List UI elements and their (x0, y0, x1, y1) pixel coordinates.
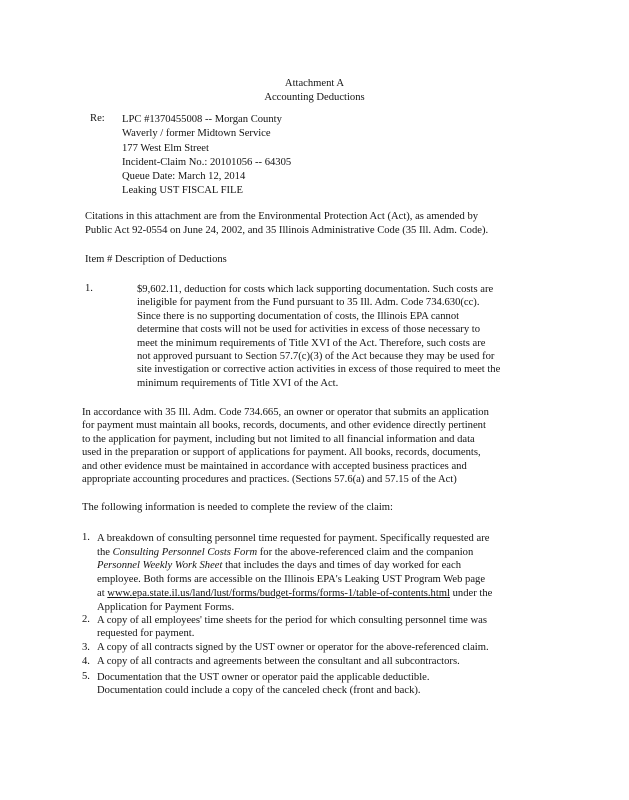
personnel-weekly-work-sheet: Personnel Weekly Work Sheet (97, 560, 223, 572)
list-item-2-line-1: A copy of all employees' time sheets for the period for which consulting personnel time was (97, 615, 487, 626)
deduction-item-number: 1. (85, 283, 93, 294)
text-run: for the above-referenced claim and the companion (257, 546, 474, 558)
list-item-1-line-2 (97, 546, 492, 560)
list-item-4-number: 4. (82, 656, 90, 667)
accordance-line: to the application for payment, including but not limited to all financial information and data (82, 433, 475, 445)
accordance-line: and other evidence must be maintained in accordance with accepted business practices and (82, 460, 467, 472)
deduction-item-text (137, 283, 500, 390)
deduction-line: not approved pursuant to Section 57.7(c)(3) of the Act because they may be used for (137, 351, 495, 363)
re-block (122, 113, 291, 199)
list-item-3-number: 3. (82, 642, 90, 653)
list-item-1-line-6: Application for Payment Forms. (97, 601, 235, 613)
re-line-queue-date: Queue Date: March 12, 2014 (122, 171, 246, 183)
list-item-5 (97, 671, 430, 698)
deduction-line: Since there is no supporting documentation of costs, the Illinois EPA cannot (137, 310, 460, 322)
list-item-5-number: 5. (82, 671, 90, 682)
text-run: the (97, 546, 113, 558)
re-line-incident: Incident-Claim No.: 20101056 -- 64305 (122, 156, 292, 168)
deduction-line: minimum requirements of Title XVI of the Act. (137, 377, 339, 389)
accordance-line: appropriate accounting procedures and practices. (Sections 57.6(a) and 57.15 of the Act) (82, 474, 457, 486)
list-item-5-line-2: Documentation could include a copy of the canceled check (front and back). (97, 685, 421, 697)
consulting-personnel-costs-form: Consulting Personnel Costs Form (112, 546, 258, 558)
deduction-line: $9,602.11, deduction for costs which lack supporting documentation. Such costs are (137, 284, 494, 295)
list-item-3: A copy of all contracts signed by the UST owner or operator for the above-referenced claim. (97, 642, 489, 653)
accordance-line: for payment must maintain all books, records, documents, and other evidence directly pertinent (82, 420, 486, 432)
list-item-2 (97, 614, 487, 641)
deduction-line: meet the minimum requirements of Title XVI of the Act. Therefore, such costs are (137, 337, 486, 349)
accordance-paragraph (82, 406, 489, 486)
list-item-1-line-4: employee. Both forms are accessible on the Illinois EPA's Leaking UST Program Web page (97, 574, 486, 586)
text-run: at (97, 587, 108, 599)
citations-line-2: Public Act 92-0554 on June 24, 2002, and 35 Illinois Administrative Code (35 Ill. Adm. Code). (85, 224, 489, 236)
text-run: that includes the days and times of day worked for each (222, 560, 461, 572)
re-line-lpc: LPC #1370455008 -- Morgan County (122, 114, 282, 125)
citations-line-1: Citations in this attachment are from the Environmental Protection Act (Act), as amended by (85, 211, 479, 222)
list-item-4: A copy of all contracts and agreements between the consultant and all subcontractors. (97, 656, 460, 667)
attachment-title: Attachment A (284, 78, 345, 89)
forms-web-link-continued[interactable]: forms-1/table-of-contents.html (319, 587, 450, 599)
list-item-1-line-3 (97, 559, 492, 573)
citations-paragraph (85, 210, 488, 237)
re-line-file: Leaking UST FISCAL FILE (122, 185, 243, 197)
re-line-site: Waverly / former Midtown Service (122, 128, 271, 140)
re-line-address: 177 West Elm Street (122, 142, 209, 154)
list-item-1-number: 1. (82, 532, 90, 543)
list-item-1-line-5 (97, 587, 492, 601)
list-item-1-line-1: A breakdown of consulting personnel time requested for payment. Specifically requested are (97, 533, 490, 544)
deduction-line: determine that costs will not be used for activities in excess of those necessary to (137, 324, 481, 336)
forms-web-link[interactable]: www.epa.state.il.us/land/lust/forms/budget-forms/ (107, 587, 320, 599)
list-item-2-line-2: requested for payment. (97, 628, 195, 640)
following-heading: The following information is needed to complete the review of the claim: (82, 502, 393, 513)
re-label: Re: (90, 113, 105, 124)
item-heading: Item # Description of Deductions (85, 254, 227, 265)
list-item-1 (97, 532, 492, 614)
accordance-line: In accordance with 35 Ill. Adm. Code 734.665, an owner or operator that submits an application (82, 407, 489, 418)
deduction-line: ineligible for payment from the Fund pursuant to 35 Ill. Adm. Code 734.630(cc). (137, 297, 480, 309)
list-item-2-number: 2. (82, 614, 90, 625)
accordance-line: used in the preparation or support of applications for payment. All books, records, documents, (82, 447, 481, 459)
attachment-subtitle: Accounting Deductions (264, 92, 365, 103)
text-run: under the (449, 587, 493, 599)
list-item-5-line-1: Documentation that the UST owner or operator paid the applicable deductible. (97, 672, 430, 683)
deduction-line: site investigation or corrective action activities in excess of those required to meet the (137, 364, 501, 376)
